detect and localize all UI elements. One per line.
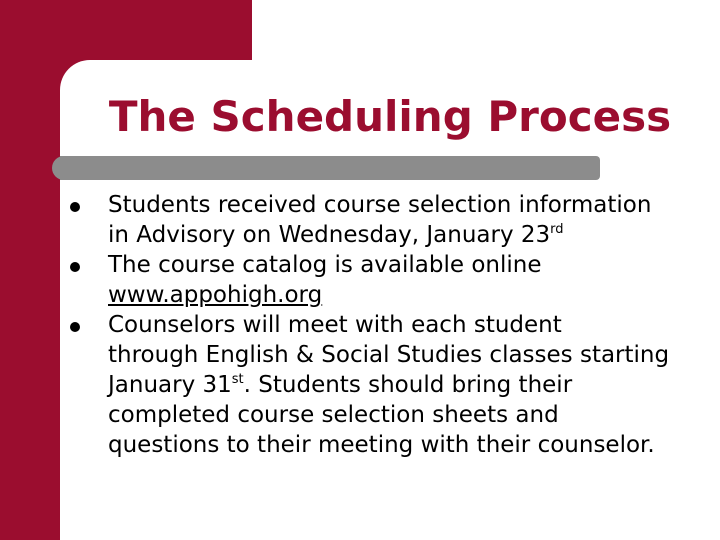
bullet-text: . Students should bring their	[243, 372, 573, 398]
bullet-dot-icon	[70, 202, 80, 212]
bullet-text: questions to their meeting with their counselor.	[108, 432, 655, 458]
bullet-text: through English & Social Studies classes starting	[108, 342, 670, 368]
bullet-item-catalog	[60, 250, 700, 310]
bullet-item-counselors	[60, 310, 700, 460]
bullet-dot-icon	[70, 262, 80, 272]
bullet-text: Counselors will meet with each student	[108, 312, 562, 338]
bullet-item-course-info	[60, 190, 700, 250]
ordinal-suffix: rd	[550, 222, 564, 237]
bullet-list	[60, 190, 700, 460]
bullet-dot-icon	[70, 322, 80, 332]
bullet-text: Students received course selection information	[108, 192, 652, 218]
catalog-link[interactable]: www.appohigh.org	[108, 282, 323, 308]
slide-title: The Scheduling Process	[108, 92, 672, 141]
bullet-text: January 31	[108, 372, 232, 398]
bullet-text: in Advisory on Wednesday, January 23	[108, 222, 551, 248]
bullet-text: The course catalog is available online	[108, 252, 542, 278]
title-rule	[60, 156, 600, 180]
content-panel	[60, 60, 720, 540]
ordinal-suffix: st	[231, 372, 244, 387]
bullet-text: completed course selection sheets and	[108, 402, 559, 428]
